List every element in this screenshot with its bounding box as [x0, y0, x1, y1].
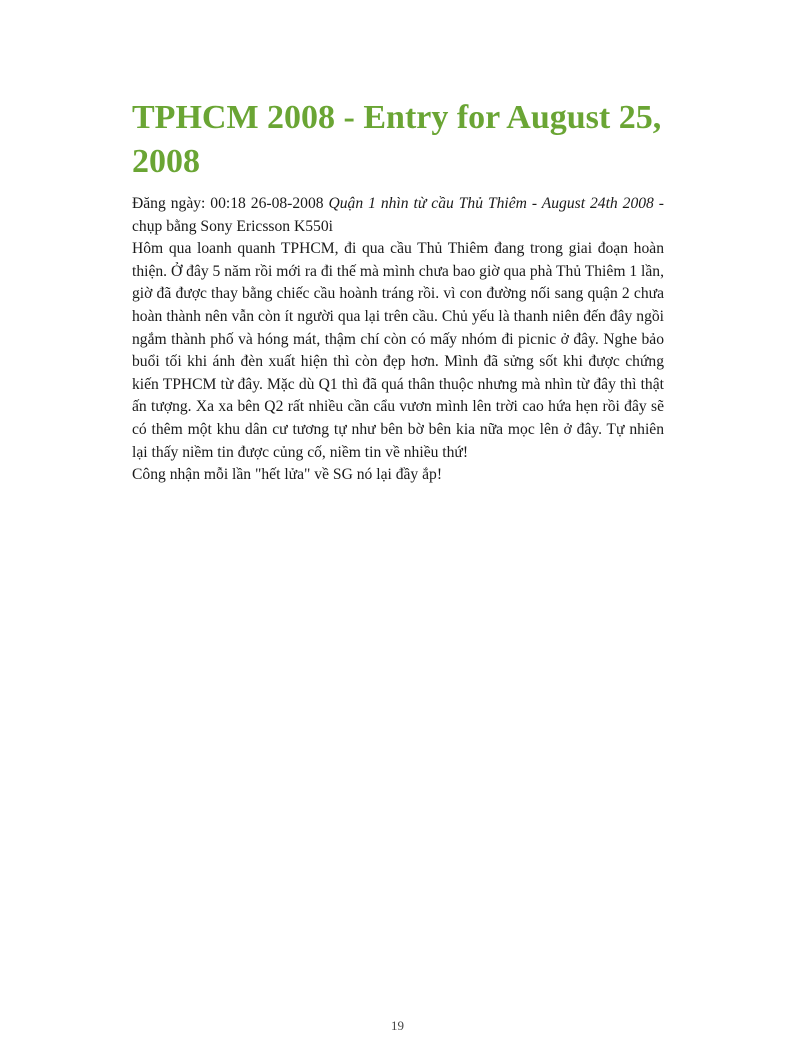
entry-paragraph: Hôm qua loanh quanh TPHCM, đi qua cầu Thủ Thiêm đang trong giai đoạn hoàn thiện. Ở đây 5 năm rồi mới ra đi thế mà mình chưa bao giờ qua phà Thủ Thiêm 1 lần, giờ đã được thay bằng chiếc cầu hoành tráng rồi. vì con đường nối sang quận 2 chưa hoàn thành nên vẫn còn ít người qua lại trên cầu. Chủ yếu là thanh niên đến đây ngồi ngắm thành phố và hóng mát, thậm chí còn có mấy nhóm đi picnic ở đây. Nghe bảo buổi tối khi ánh đèn xuất hiện thì còn đẹp hơn. Mình đã sửng sốt khi được chứng kiến TPHCM từ đây. Mặc dù Q1 thì đã quá thân thuộc nhưng mà nhìn từ đây thì thật ấn tượng. Xa xa bên Q2 rất nhiều cần cẩu vươn mình lên trời cao hứa hẹn rồi đây sẽ có thêm một khu dân cư tương tự như bên bờ bên kia nữa mọc lên ở đây. Tự nhiên lại thấy niềm tin được củng cố, niềm tin về nhiều thứ!	[132, 240, 664, 461]
entry-closing: Công nhận mỗi lần "hết lửa" về SG nó lại đầy ắp!	[132, 466, 443, 484]
post-date: Đăng ngày: 00:18 26-08-2008	[132, 195, 329, 212]
page-title: TPHCM 2008 - Entry for August 25, 2008	[132, 99, 662, 180]
entry-body	[132, 193, 664, 487]
photo-caption: Quận 1 nhìn từ cầu Thủ Thiêm - August 24th 2008	[328, 195, 654, 212]
photo-credit: - chụp bằng Sony Ericsson K550i	[132, 195, 664, 235]
page-number: 19	[391, 1018, 404, 1033]
entry-meta	[132, 193, 664, 238]
